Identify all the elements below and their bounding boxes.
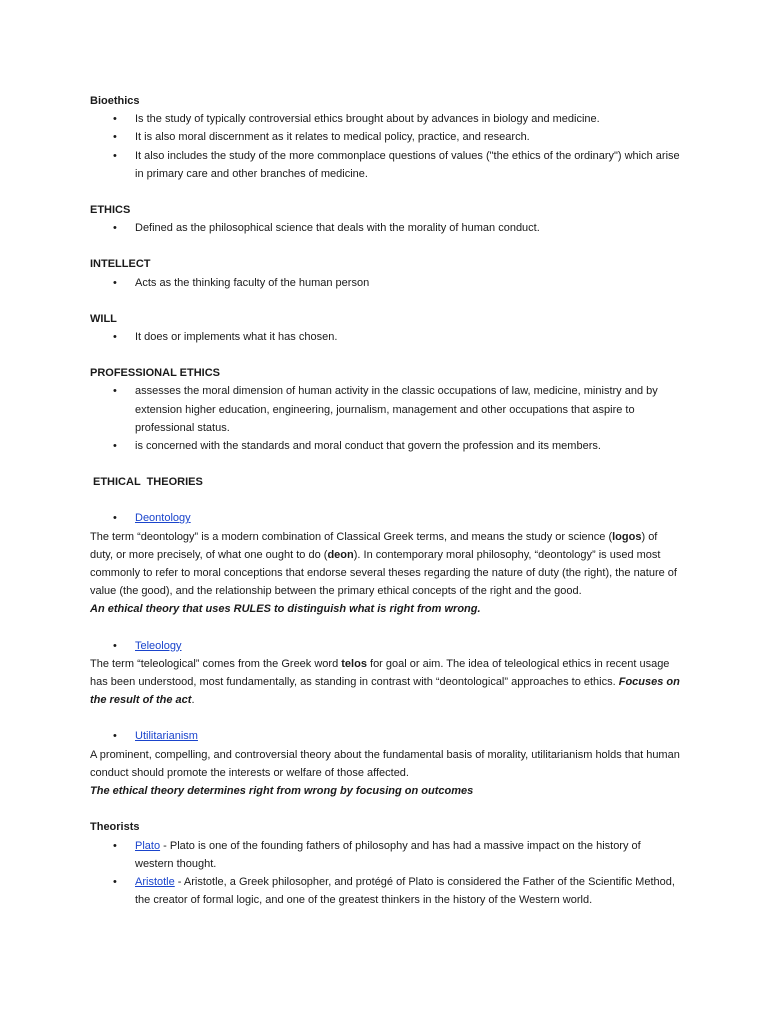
- ethical-theories-heading: ETHICAL THEORIES: [93, 476, 203, 489]
- list-item: • It does or implements what it has chosen.: [90, 328, 680, 346]
- paragraph-text: The term “teleological” comes from the Greek word: [90, 657, 342, 670]
- intellect-heading: INTELLECT: [90, 258, 151, 271]
- utilitarianism-list: [90, 727, 680, 745]
- utilitarianism-paragraph: A prominent, compelling, and controversial theory about the fundamental basis of morality, utilitarianism holds that human conduct should promote the interests or welfare of those affected.: [90, 748, 680, 779]
- teleology-list: [90, 637, 680, 655]
- plato-text: - Plato is one of the founding fathers of philosophy and has had a massive impact on the history of western thought.: [135, 839, 641, 870]
- deontology-link[interactable]: Deontology: [135, 512, 191, 525]
- bioethics-heading: Bioethics: [90, 95, 140, 107]
- utilitarianism-emphasis: The ethical theory determines right from wrong by focusing on outcomes: [90, 785, 474, 798]
- list-item: • Acts as the thinking faculty of the human person: [90, 274, 680, 292]
- professional-ethics-heading: PROFESSIONAL ETHICS: [90, 367, 220, 380]
- bold-term-telos: telos: [341, 657, 367, 670]
- will-list: [90, 328, 680, 346]
- paragraph-text: The term “deontology” is a modern combination of Classical Greek terms, and means the study or science (: [90, 530, 613, 543]
- list-item: [90, 873, 680, 909]
- ethics-heading: ETHICS: [90, 204, 131, 217]
- list-item: • Defined as the philosophical science that deals with the morality of human conduct.: [90, 219, 680, 237]
- list-item: • Is the study of typically controversial ethics brought about by advances in biology and medicine.: [90, 110, 680, 128]
- deontology-paragraph: [90, 528, 680, 601]
- bioethics-list: [90, 110, 680, 183]
- bold-term-deon: deon: [327, 548, 354, 561]
- list-item: • It also includes the study of the more commonplace questions of values ("the ethics of the ordinary") which arise in primary care and other branches of medicine.: [90, 147, 680, 183]
- deontology-emphasis: An ethical theory that uses RULES to distinguish what is right from wrong.: [90, 603, 481, 616]
- paragraph-text: for goal or aim. The idea of teleological ethics in recent usage has been understood, most fundamentally, as standing in contrast with “deontological” approaches to ethics.: [90, 657, 670, 689]
- paragraph-text: ) of duty, or more precisely, of what one ought to do (: [90, 530, 658, 561]
- list-item: [90, 837, 680, 873]
- professional-ethics-list: [90, 382, 680, 455]
- theorists-heading: Theorists: [90, 821, 140, 834]
- aristotle-text: - Aristotle, a Greek philosopher, and protégé of Plato is considered the Father of the Scientific Method, the creator of formal logic, and one of the greatest thinkers in the history of the Western world.: [135, 875, 675, 907]
- paragraph-text: .: [191, 694, 195, 707]
- list-item: [90, 637, 680, 655]
- list-item: [90, 727, 680, 745]
- paragraph-text: ). In contemporary moral philosophy, “deontology” is used most commonly to refer to moral conceptions that endorse several theses regarding the nature of duty (the right), the nature of value (the good), and the relationship between the primary ethical concepts of the right and the good.: [90, 548, 677, 598]
- teleology-emphasis: Focuses on the result of the act: [90, 676, 680, 707]
- teleology-paragraph: [90, 655, 680, 710]
- deontology-list: [90, 509, 680, 527]
- list-item: • is concerned with the standards and moral conduct that govern the profession and its members.: [90, 437, 680, 455]
- plato-link[interactable]: Plato: [135, 839, 161, 852]
- aristotle-link[interactable]: Aristotle: [135, 875, 175, 888]
- ethics-list: [90, 219, 680, 237]
- intellect-list: [90, 274, 680, 292]
- will-heading: WILL: [90, 312, 117, 325]
- teleology-link[interactable]: Teleology: [135, 639, 182, 652]
- document-page: [90, 92, 680, 909]
- utilitarianism-link[interactable]: Utilitarianism: [135, 730, 198, 743]
- list-item: • It is also moral discernment as it relates to medical policy, practice, and research.: [90, 128, 680, 146]
- bold-term-logos: logos: [612, 530, 642, 543]
- list-item: • assesses the moral dimension of human activity in the classic occupations of law, medicine, ministry and by extension higher education, engineering, journalism, management and other occupations that aspire to professional status.: [90, 382, 680, 437]
- theorists-list: [90, 837, 680, 910]
- list-item: [90, 509, 680, 527]
